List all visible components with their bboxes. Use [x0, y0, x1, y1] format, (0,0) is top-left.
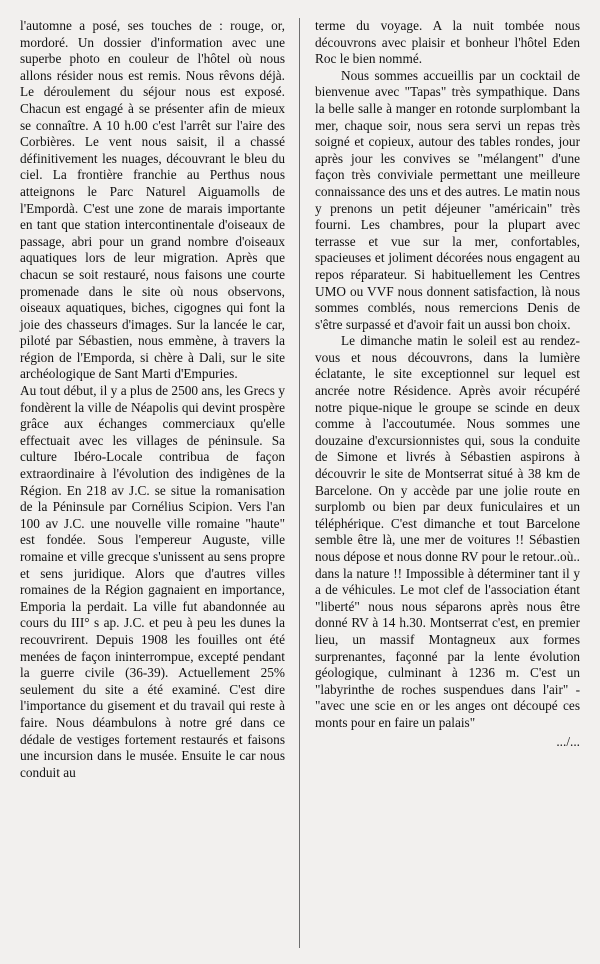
paragraph: Au tout début, il y a plus de 2500 ans, les Grecs y fondèrent la ville de Néapolis qui devint prospère grâce aux échanges commerciaux qu'elle effectuait avec les villages de péninsule. Sa culture Ibéro-Locale contribua de façon extraordinaire à l'évolution des indigènes de la Région. En 218 av J.C. se situe la romanisation de la Péninsule par Cornélius Scipion. Vers l'an 100 av J.C. une nouvelle ville romaine "haute" est fondée. Sous l'empereur Auguste, ville romaine et ville grecque s'unissent au sens propre et sens juridique. Alors que d'autres villes romaines de la Région gagnaient en importance, Emporia la perdait. La ville fut abandonnée au cours du III° s ap. J.C. et peu à peu les dunes la recouvrirent. Depuis 1908 les fouilles ont été menées de façon ininterrompue, excepté pendant la guerre civile (36-39). Actuellement 25% seulement du site a été examiné. C'est dire l'importance du gisement et du travail qui reste à faire. Nous déambulons à notre gré dans ce dédale de vestiges fortement restaurés et faisons une incursion dans le musée. Ensuite le car nous conduit au [20, 383, 285, 780]
left-text-column [20, 18, 300, 948]
paragraph: Nous sommes accueillis par un cocktail de bienvenue avec "Tapas" très sympathique. Dans la belle salle à manger en rotonde surplombant la mer, chaque soir, nous sera servi un repas très soigné et copieux, autour des tables rondes, jour après jour les convives se "mélangent" d'une façon très conviviale permettant une meilleure connaissance des uns et des autres. Le matin nous y prenons un petit déjeuner "américain" très fourni. Les chambres, pour la plupart avec terrasse et vue sur la mer, confortables, spacieuses et joliment décorées nous engagent au repos réparateur. Si habituellement les Centres UMO ou VVF nous donnent satisfaction, là nous sommes comblés, nous remercions Denis de s'être surpassé et d'avoir fait un aussi bon choix. [315, 67, 580, 332]
paragraph: l'automne a posé, ses touches de : rouge, or, mordoré. Un dossier d'information avec une superbe photo en couleur de l'hôtel où nous allons résider nous est remis. Nous rêvons déjà. Le déroulement du séjour nous est exposé. Chacun est engagé à se présenter afin de mieux se connaître. A 10 h.00 c'est l'arrêt sur l'aire des Corbières. Le vent nous saisit, il a chassé définitivement les nuages, découvrant le bleu du ciel. La frontière franchie au Perthus nous atteignons le Parc Naturel Aiguamolls de l'Empordà. C'est une zone de marais importante en tant que station intercontinentale d'oiseaux de passage, abri pour un grand nombre d'oiseaux aquatiques lors de leur migration. Après que chacun se soit restauré, nous faisons une courte promenade dans le site où nous observons, oiseaux aquatiques, biches, cigognes qui font la joie des chasseurs d'images. Sur la lancée le car, piloté par Sébastien, nous emmène, à travers la région de l'Emporda, si chère à Dali, sur le site archéologique de Sant Marti d'Empuries. [20, 18, 285, 382]
paragraph: terme du voyage. A la nuit tombée nous découvrons avec plaisir et bonheur l'hôtel Eden Roc le bien nommé. [315, 18, 580, 67]
two-column-layout [20, 18, 580, 948]
continuation-marker: .../... [556, 733, 580, 749]
paragraph: Le dimanche matin le soleil est au rendez-vous et nous découvrons, dans la lumière éclatante, le site exceptionnel sur lequel est ancrée notre Résidence. Après avoir récupéré notre pique-nique le groupe se scinde en deux comme à l'accoutumée. Nous sommes une douzaine d'excursionnistes qui, sous la conduite de Simone et livrés à Sébastien aspirons à découvrir le site de Montserrat situé à 38 km de Barcelone. On y accède par une jolie route en surplomb ou bien par deux funiculaires et un téléphérique. C'est dimanche et tout Barcelone semble être là, une mer de voitures !! Sébastien nous dépose et nous donne RV pour le retour..où.. dans la nature !! Impossible à déterminer tant il y a de véhicules. Le mot clef de l'association étant "liberté" nous nous séparons après nous être donné RV à 14 h.30. Montserrat c'est, en premier lieu, un massif Montagneux aux formes surprenantes, façonné par la lente évolution géologique, culminant à 1236 m. C'est un "labyrinthe de roches suspendues dans l'air" - "avec une scie en or les anges ont découpé ces monts pour en faire un palais" [315, 333, 580, 730]
right-text-column [300, 18, 580, 948]
